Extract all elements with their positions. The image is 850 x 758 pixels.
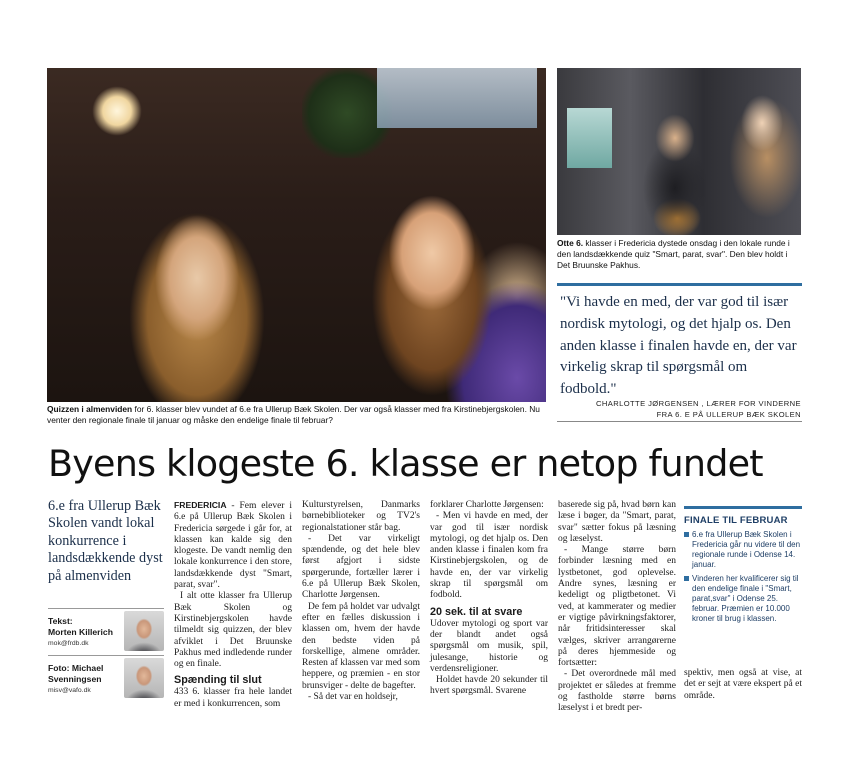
quote-attribution: CHARLOTTE JØRGENSEN , LÆRER FOR VINDERNE FRA 6. E PÅ ULLERUP BÆK SKOLEN	[595, 399, 801, 419]
article-column-1: FREDERICIA - Fem elever i 6.e på Ullerup Bæk Skolen i Fredericia sørgede i går for, at klassen kan kalde sig den klogeste. De vandt nemlig den lokale konkurrence i den store, landsdækkende dyst "Smart, parat, svar". I alt otte klasser fra Ullerup Bæk Skolen og Kirstinebjergskolen havde tilmeldt sig quizzen, der blev afviklet i Det Bruunske Pakhus med indledende runder og en finale. Spænding til slut 433 6. klasser fra hele landet er med i konkurrencen, som	[174, 500, 292, 709]
main-photo	[47, 68, 546, 402]
fact-box-title: FINALE TIL FEBRUAR	[684, 515, 788, 526]
author-portrait	[124, 611, 164, 651]
subheading: 20 sek. til at svare	[430, 605, 523, 618]
quote-rule	[557, 283, 802, 286]
background-screen	[567, 108, 612, 168]
quote-bottom-rule	[557, 421, 802, 422]
headline: Byens klogeste 6. klasse er netop fundet	[48, 442, 763, 485]
fact-box-item: 6.e fra Ullerup Bæk Skolen i Fredericia går nu videre til den regionale runde i Odense 14. januar.	[684, 530, 802, 570]
byline-text: Tekst: Morten Killerich mok@frdb.dk	[48, 608, 164, 653]
article-column-5: spektiv, men også at vise, at det er sejt at være ekspert på et område.	[684, 668, 802, 701]
fact-box-item: Vinderen her kvalificerer sig til den endelige finale i "Smart, parat,svar" i Odense 25. februar. Præmien er 10.000 kroner til brug i klassen.	[684, 574, 802, 624]
photographer-portrait	[124, 658, 164, 698]
article-column-4: baserede sig på, hvad børn kan læse i bøger, da "Smart, parat, svar" sætter fokus på læsning og læselyst. - Mange større børn forbinder læsning med en lystbetonet, god oplevelse. Andre synes, læsning er kedeligt og pligtbetonet. Vi ved, at kammerater og medier er vigtige påvirkningsfaktorer, når fritidsinteresser skal vælges, skriver arrangørerne på deres hjemmeside og fortsætter: - Det overordnede mål med projektet er således at fremme og fastholde større børns læselyst i et bredt per-	[558, 500, 676, 714]
article-column-3: forklarer Charlotte Jørgensen: - Men vi havde en med, der var god til især nordisk mytologi, og det hjalp os. Den anden klasse i finalen kom fra Kirstinebjergskolen, og de havde en, der var virkelig skrap til spørgsmål om fodbold. 20 sek. til at svare Udover mytologi og sport var der blandt andet også spørgsmål om musik, spil, julesange, historie og verdensreligioner. Holdet havde 20 sekunder til hvert spørgsmål. Svarene	[430, 500, 548, 697]
pull-quote: "Vi havde en med, der var god til især nordisk mytologi, og det hjalp os. Den anden klasse i finalen havde en, der var virkelig skrap til spørgsmål om fodbold."	[560, 294, 797, 398]
fact-box-rule	[684, 506, 802, 509]
side-photo-caption: Otte 6. klasser i Fredericia dystede onsdag i den lokale runde i den landsdækkende quiz "Smart, parat, svar". Den blev holdt i Det Bruunske Pakhus.	[557, 238, 790, 270]
article-column-2: Kulturstyrelsen, Danmarks børnebiblioteker og TV2's regionalstationer står bag. - Det var virkeligt spændende, og det hele blev først afgjort i sidste spørgerunde, fortæller lærer i 6.e på Ullerup Bæk Skolen, Charlotte Jørgensen. De fem på holdet var udvalgt efter en fælles diskussion i klassen om, hvem der havde den bedste viden på forskellige, almene områder. Resten af klassen var med som heppere, og præmien - en stor brunsviger - delte de bagefter. - Så det var en holdsejr,	[302, 500, 420, 703]
main-photo-caption: Quizzen i almenviden for 6. klasser blev vundet af 6.e fra Ullerup Bæk Skolen. Der var også klasser med fra Kirstinebjergskolen. Nu venter den regionale finale til januar og måske den endelige finale til februar?	[47, 404, 540, 425]
bullet-square-icon	[684, 532, 689, 537]
bullet-square-icon	[684, 576, 689, 581]
fact-box	[684, 506, 802, 624]
lead-paragraph: 6.e fra Ullerup Bæk Skolen vandt lokal konkurrence i landsdækkende dyst på almenviden	[48, 498, 163, 584]
subheading: Spænding til slut	[174, 674, 262, 687]
background-window	[377, 68, 537, 128]
byline-photo: Foto: Michael Svenningsen misv@vafo.dk	[48, 655, 164, 700]
lamp-light	[92, 86, 142, 136]
side-photo	[557, 68, 801, 235]
